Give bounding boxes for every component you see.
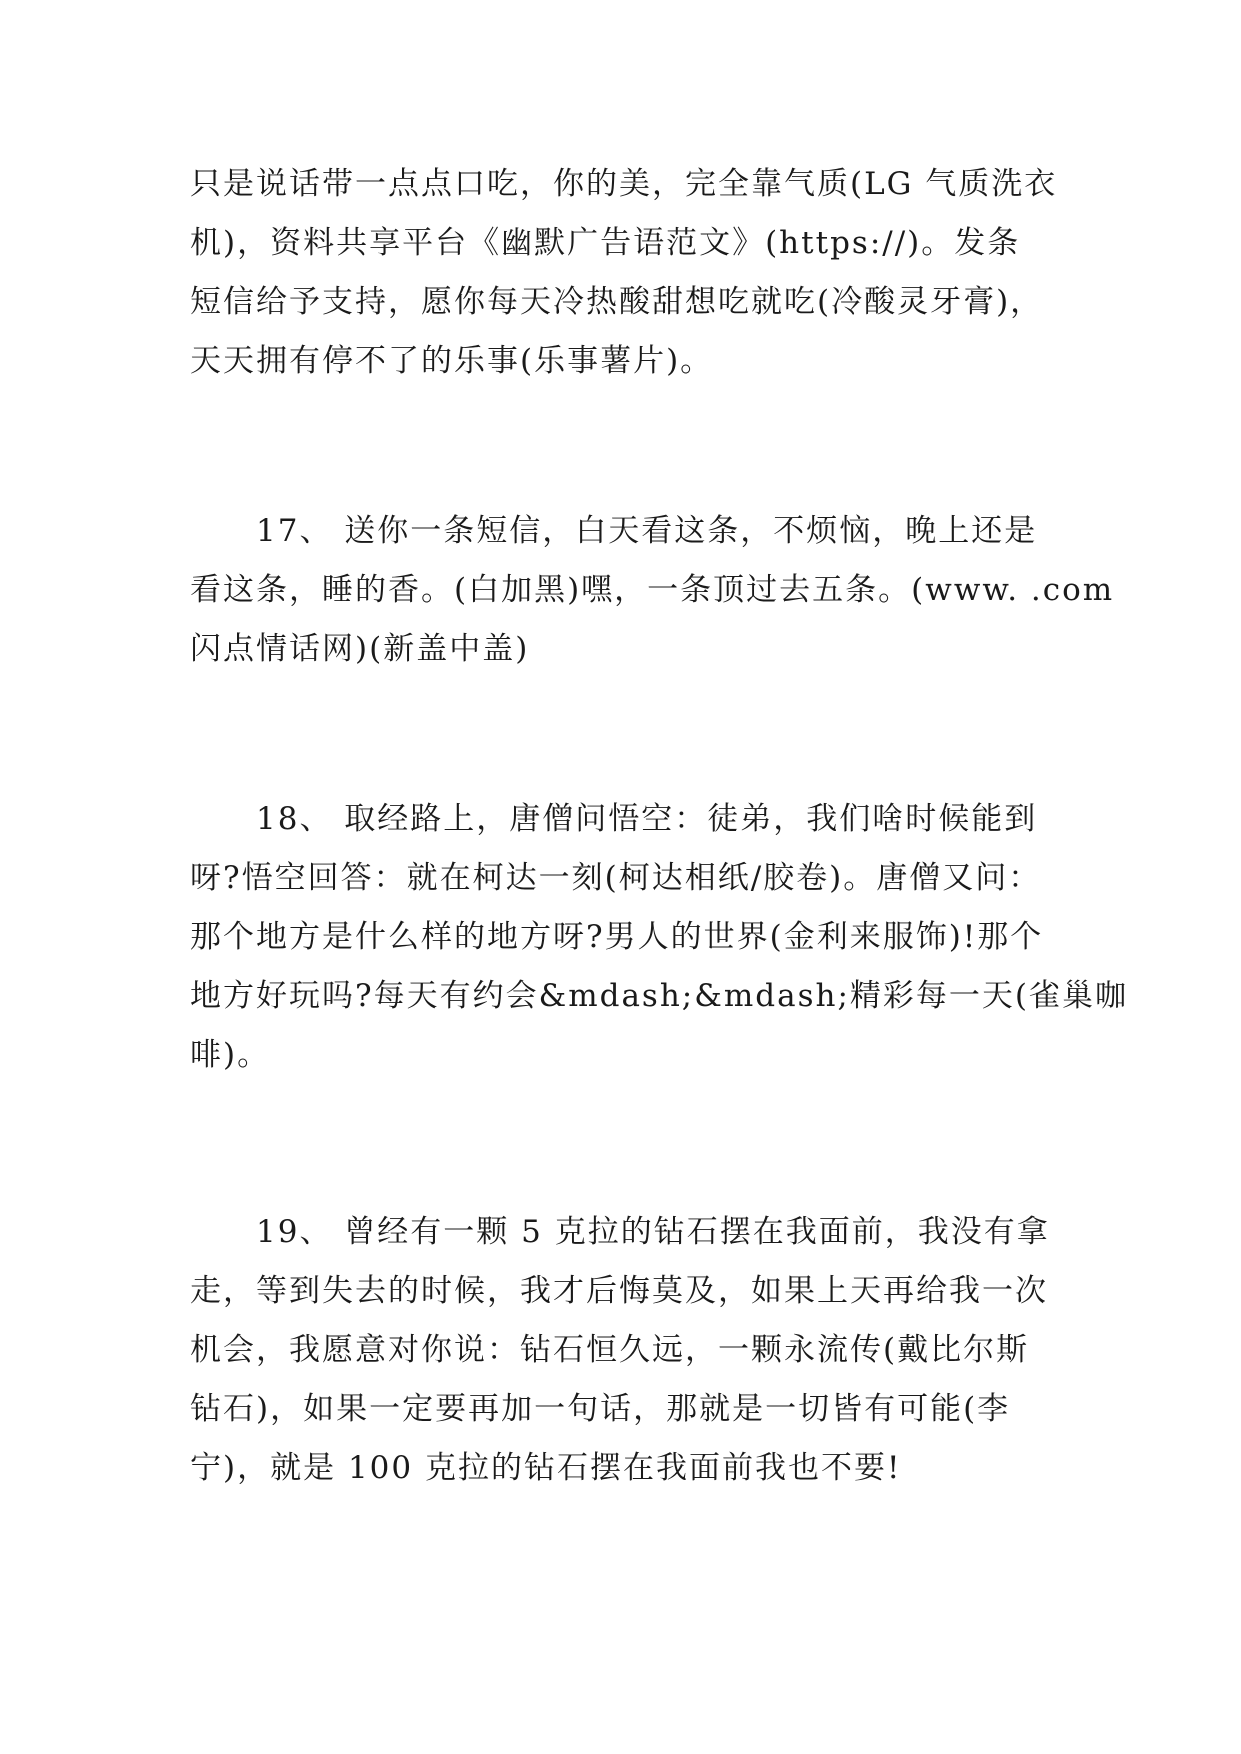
paragraph-item-19 xyxy=(190,1203,1060,1498)
text-line: 地方好玩吗?每天有约会&mdash;&mdash;精彩每一天(雀巢咖 xyxy=(190,978,1128,1014)
text-line: 机)，资料共享平台《幽默广告语范文》(https://)。发条 xyxy=(190,225,1021,261)
text-line: 天天拥有停不了的乐事(乐事薯片)。 xyxy=(190,343,714,379)
text-line: 19、 曾经有一颗 5 克拉的钻石摆在我面前，我没有拿 xyxy=(190,1214,1050,1250)
text-line: 闪点情话网)(新盖中盖) xyxy=(190,631,530,667)
text-line: 17、 送你一条短信，白天看这条，不烦恼，晚上还是 xyxy=(190,513,1038,549)
text-line: 只是说话带一点点口吃，你的美，完全靠气质(LG 气质洗衣 xyxy=(190,166,1058,202)
paragraph-item-17 xyxy=(190,502,1115,679)
text-line: 机会，我愿意对你说：钻石恒久远，一颗永流传(戴比尔斯 xyxy=(190,1332,1030,1368)
text-line: 钻石)，如果一定要再加一句话，那就是一切皆有可能(李 xyxy=(190,1391,1011,1427)
text-line: 那个地方是什么样的地方呀?男人的世界(金利来服饰)!那个 xyxy=(190,919,1044,955)
text-line: 啡)。 xyxy=(190,1037,271,1073)
text-line: 短信给予支持，愿你每天冷热酸甜想吃就吃(冷酸灵牙膏)， xyxy=(190,284,1044,320)
text-line: 宁)，就是 100 克拉的钻石摆在我面前我也不要! xyxy=(190,1450,902,1486)
text-line: 走，等到失去的时候，我才后悔莫及，如果上天再给我一次 xyxy=(190,1273,1048,1309)
text-line: 18、 取经路上，唐僧问悟空：徒弟，我们啥时候能到 xyxy=(190,801,1038,837)
text-line: 呀?悟空回答：就在柯达一刻(柯达相纸/胶卷)。唐僧又问： xyxy=(190,860,1042,896)
paragraph-ad-slogans-intro xyxy=(190,155,1060,391)
paragraph-item-18 xyxy=(190,790,1128,1085)
text-line: 看这条，睡的香。(白加黑)嘿，一条顶过去五条。(www. .com xyxy=(190,572,1115,608)
